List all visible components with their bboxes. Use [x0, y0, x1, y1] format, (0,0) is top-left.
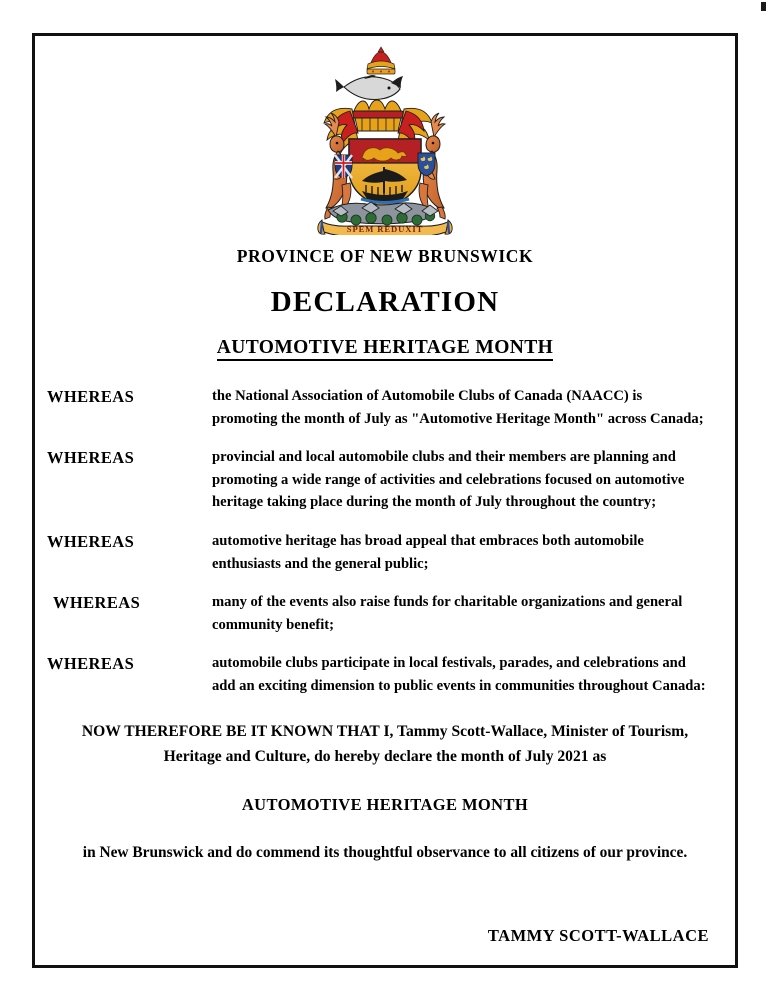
whereas-label: WHEREAS: [47, 387, 135, 406]
subject-heading: [35, 337, 735, 359]
whereas-label: WHEREAS: [47, 448, 135, 468]
union-jack-shield-icon: [335, 155, 352, 178]
coat-of-arms-container: [35, 39, 735, 235]
whereas-clause: [35, 591, 735, 636]
whereas-clause-list: [35, 385, 735, 714]
atlantic-salmon-icon: [335, 75, 403, 100]
whereas-clause: [35, 652, 735, 697]
royal-crown-icon: [367, 47, 395, 74]
provincial-shield: [349, 139, 421, 208]
proclaimed-month-title: AUTOMOTIVE HERITAGE MONTH: [241, 795, 529, 815]
whereas-label: WHEREAS: [47, 654, 135, 674]
declaration-heading: DECLARATION: [270, 286, 500, 318]
signatory-name: TAMMY SCOTT-WALLACE: [487, 926, 709, 945]
subject-heading-text: AUTOMOTIVE HERITAGE MONTH: [217, 337, 553, 361]
whereas-clause: [35, 446, 735, 514]
now-therefore-paragraph: NOW THEREFORE BE IT KNOWN THAT I, Tammy Scott-Wallace, Minister of Tourism, Heritage and Culture, do hereby declare the month of July 2021 as: [81, 723, 689, 765]
whereas-text: many of the events also raise funds for charitable organizations and general community benefit;: [212, 594, 683, 633]
declaration-border-frame: [32, 33, 738, 968]
whereas-text: provincial and local automobile clubs and their members are planning and promoting a wide range of activities and celebrations focused on automotive heritage taking place during the month of July throughout the country;: [212, 449, 685, 511]
whereas-text: automobile clubs participate in local festivals, parades, and celebrations and add an exciting dimension to public events in communities throughout Canada:: [212, 655, 706, 695]
compartment-base: [328, 202, 438, 225]
scan-artifact-speck: [761, 2, 766, 11]
province-heading: PROVINCE OF NEW BRUNSWICK: [236, 246, 534, 266]
whereas-text: automotive heritage has broad appeal that embraces both automobile enthusiasts and the general public;: [212, 533, 644, 572]
whereas-clause: [35, 530, 735, 575]
commendation-paragraph: in New Brunswick and do commend its thoughtful observance to all citizens of our province.: [82, 844, 688, 862]
whereas-label: WHEREAS: [53, 593, 141, 613]
whereas-clause: [35, 385, 735, 430]
gold-coronet-icon: [353, 100, 403, 131]
whereas-label: WHEREAS: [47, 532, 135, 552]
closing-section: [35, 720, 735, 866]
motto-text: SPEM REDUXIT: [346, 224, 424, 234]
whereas-text: the National Association of Automobile Clubs of Canada (NAACC) is promoting the month of July as "Automotive Heritage Month" across Canada;: [212, 388, 704, 427]
fleur-de-lis-shield-icon: [418, 153, 435, 176]
coat-of-arms-new-brunswick: [292, 39, 478, 235]
